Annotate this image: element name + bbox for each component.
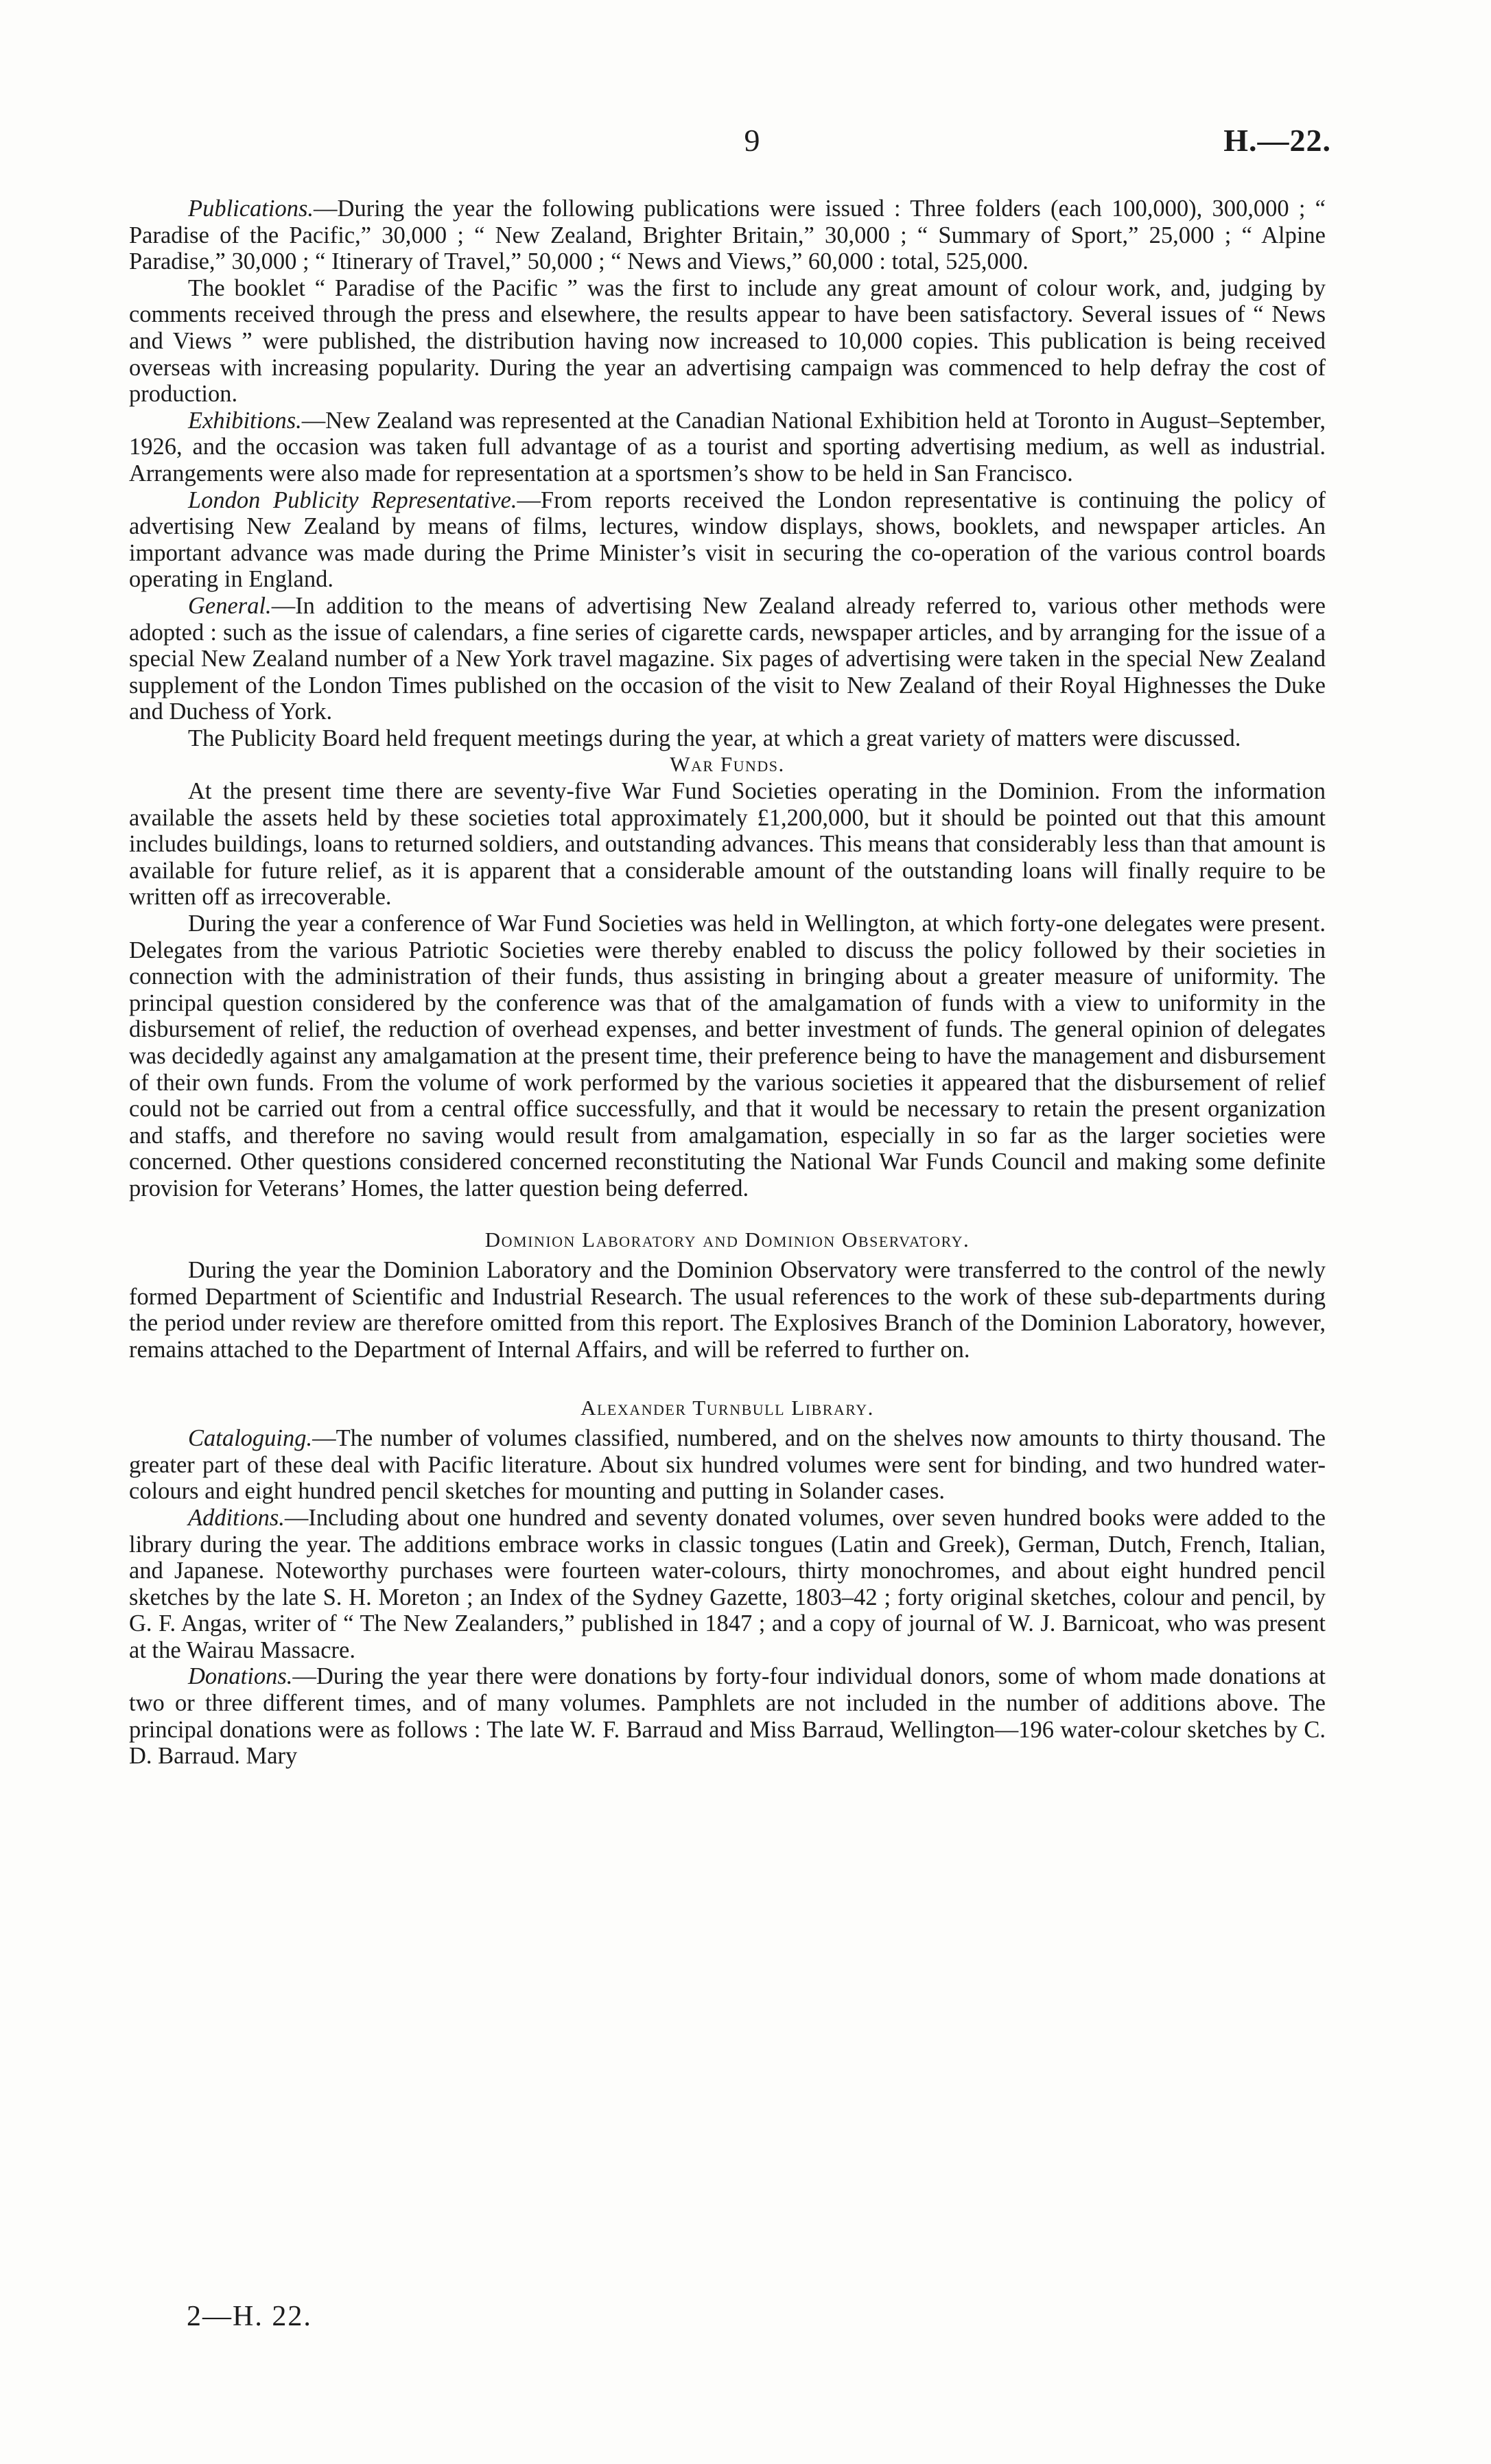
- paragraph-text: —From reports received the London representative is continuing the policy of advertising New Zealand by means of films, lectures, window displays, shows, booklets, and newspaper articles. An important advance was made during the Prime Minister’s visit in securing the co-operation of the various control boards operating in England.: [129, 486, 1326, 593]
- paragraph-text: During the year a conference of War Fund Societies was held in Wellington, at which forty-one delegates were present. Delegates from the various Patriotic Societies were thereby enabled to discuss the policy followed by their societies in connection with the administration of their funds, thus assisting in bringing about a greater measure of uniformity. The principal question considered by the conference was that of the amalgamation of funds with a view to uniformity in the disbursement of relief, the reduction of overhead expenses, and better investment of funds. The general opinion of delegates was decidedly against any amalgamation at the present time, their preference being to have the management and disbursement of their own funds. From the volume of work performed by the various societies it appeared that the disbursement of relief could not be carried out from a central office successfully, and that it would be necessary to retain the present organization and staffs, and therefore no saving would result from amalgamation, especially in so far as the larger societies were concerned. Other questions considered concerned reconstituting the National War Funds Council and making some definite provision for Veterans’ Homes, the latter question being deferred.: [129, 911, 1326, 1201]
- paragraph-text: —During the year there were donations by forty-four individual donors, some of whom made donations at two or three different times, and of many volumes. Pamphlets are not included in the number of additions above. The principal donations were as follows : The late W. F. Barraud and Miss Barraud, Wellington—196 water-colour sketches by C. D. Barraud. Mary: [129, 1663, 1326, 1770]
- document-body: [129, 196, 1326, 1770]
- section-heading-turnbull-library: Alexander Turnbull Library.: [580, 1395, 874, 1420]
- paragraph-lead: Exhibitions.: [188, 407, 302, 434]
- paragraph: [129, 778, 1326, 911]
- paragraph-lead: Donations.: [188, 1663, 293, 1690]
- paragraph-lead: Publications.: [188, 196, 314, 222]
- paragraph-text: The Publicity Board held frequent meetings during the year, at which a great variety of matters were discussed.: [188, 725, 1241, 751]
- paragraph-text: During the year the Dominion Laboratory and the Dominion Observatory were transferred to the control of the newly formed Department of Scientific and Industrial Research. The usual references to the work of these sub-departments during the period under review are therefore omitted from this report. The Explosives Branch of the Dominion Laboratory, however, remains attached to the Department of Internal Affairs, and will be referred to further on.: [129, 1257, 1326, 1363]
- paragraph-text: —Including about one hundred and seventy donated volumes, over seven hundred books were added to the library during the year. The additions embrace works in classic tongues (Latin and Greek), German, Dutch, French, Italian, and Japanese. Noteworthy purchases were fourteen water-colours, thirty monochromes, and about eight hundred pencil sketches by the late S. H. Moreton ; an Index of the Sydney Gazette, 1803–42 ; forty original sketches, colour and pencil, by G. F. Angas, writer of “ The New Zealanders,” published in 1847 ; and a copy of journal of W. J. Barnicoat, who was present at the Wairau Massacre.: [129, 1504, 1326, 1663]
- document-reference: H.—22.: [1223, 123, 1331, 158]
- paragraph-lead: London Publicity Representative.: [188, 486, 517, 513]
- paragraph-text: —During the year the following publications were issued : Three folders (each 100,000), 300,000 ; “ Paradise of the Pacific,” 30,000 ; “ New Zealand, Brighter Britain,” 30,000 ; “ Summary of Sport,” 25,000 ; “ Alpine Paradise,” 30,000 ; “ Itinerary of Travel,” 50,000 ; “ News and Views,” 60,000 : total, 525,000.: [129, 196, 1326, 275]
- paragraph-text: The booklet “ Paradise of the Pacific ” was the first to include any great amount of colour work, and, judging by comments received through the press and elsewhere, the results appear to have been satisfactory. Several issues of “ News and Views ” were published, the distribution having now increased to 10,000 copies. This publication is being received overseas with increasing popularity. During the year an advertising campaign was commenced to help defray the cost of production.: [129, 274, 1326, 408]
- paragraph: [129, 1257, 1326, 1363]
- paragraph: [129, 725, 1326, 752]
- paragraph-donations: [129, 1663, 1326, 1769]
- paragraph-publications: [129, 196, 1326, 275]
- paragraph-lead: General.: [188, 592, 272, 619]
- paragraph-additions: [129, 1505, 1326, 1664]
- section-heading-laboratory-observatory: Dominion Laboratory and Dominion Observatory.: [484, 1227, 970, 1252]
- paragraph: [129, 911, 1326, 1202]
- paragraph-exhibitions: [129, 408, 1326, 487]
- paragraph-lead: Cataloguing.: [188, 1425, 313, 1452]
- paragraph-cataloguing: [129, 1425, 1326, 1505]
- footer-signature: 2—H. 22.: [187, 2301, 312, 2332]
- paragraph-text: —New Zealand was represented at the Canadian National Exhibition held at Toronto in August–September, 1926, and the occasion was taken full advantage of as a tourist and sporting advertising medium, as well as industrial. Arrangements were also made for representation at a sportsmen’s show to be held in San Francisco.: [129, 407, 1326, 486]
- paragraph-text: At the present time there are seventy-five War Fund Societies operating in the Dominion. From the information available the assets held by these societies total approximately £1,200,000, but it should be pointed out that this amount includes buildings, loans to returned soldiers, and outstanding advances. This means that considerably less than that amount is available for future relief, as it is apparent that a considerable amount of the outstanding loans will finally require to be written off as irrecoverable.: [129, 778, 1326, 911]
- paragraph-lead: Additions.: [188, 1504, 285, 1531]
- paragraph: [129, 275, 1326, 408]
- paragraph-text: —In addition to the means of advertising New Zealand already referred to, various other methods were adopted : such as the issue of calendars, a fine series of cigarette cards, newspaper articles, and by arranging for the issue of a special New Zealand number of a New York travel magazine. Six pages of advertising were taken in the special New Zealand supplement of the London Times published on the occasion of the visit to New Zealand of their Royal Highnesses the Duke and Duchess of York.: [129, 592, 1326, 725]
- section-heading-war-funds: War Funds.: [670, 752, 785, 777]
- page-number: 9: [744, 123, 760, 158]
- paragraph-general: [129, 593, 1326, 725]
- paragraph-london-representative: [129, 487, 1326, 593]
- paragraph-text: —The number of volumes classified, numbered, and on the shelves now amounts to thirty thousand. The greater part of these deal with Pacific literature. About six hundred volumes were sent for binding, and two hundred water-colours and eight hundred pencil sketches for mounting and putting in Solander cases.: [129, 1425, 1326, 1505]
